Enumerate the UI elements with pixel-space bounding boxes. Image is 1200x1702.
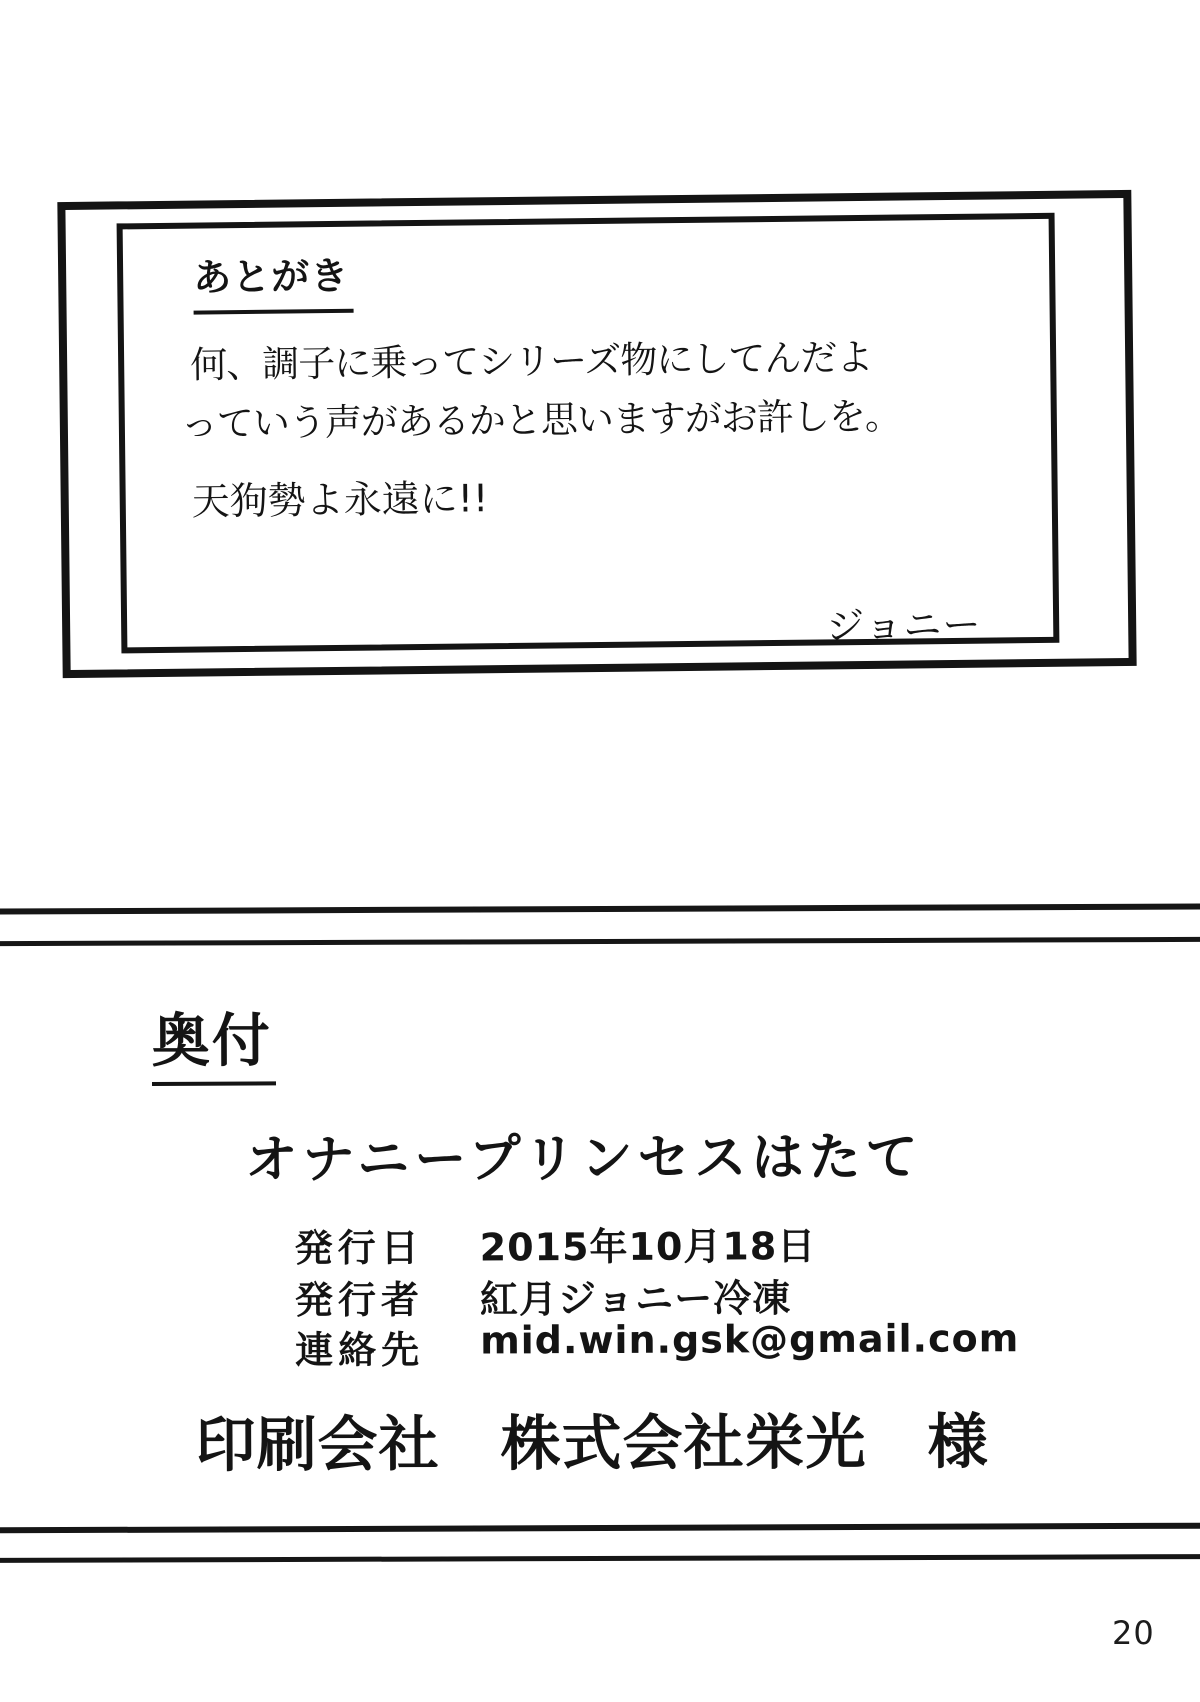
field-label-contact: 連絡先 [295, 1327, 425, 1373]
colophon-field-row [2, 1265, 1200, 1323]
afterword-closing-line: 天狗勢よ永遠に!! [191, 476, 489, 524]
printer-credit-line: 印刷会社 株式会社栄光 様 [195, 1407, 989, 1481]
afterword-body-line-1: 何、調子に乗ってシリーズ物にしてんだよ [189, 335, 873, 387]
colophon-field-row [2, 1213, 1200, 1271]
colophon-heading: 奥付 [152, 993, 276, 1086]
afterword-body-line-2: っていう声があるかと思いますがお許しを。 [180, 394, 902, 446]
afterword-heading: あとがき [193, 245, 354, 315]
field-value-publisher: 紅月ジョニー冷凍 [479, 1276, 792, 1322]
field-value-contact-email: mid.win.gsk@gmail.com [480, 1316, 1020, 1363]
afterword-signature: ジョニー [825, 602, 982, 649]
doujin-title: オナニープリンセスはたて [245, 1127, 923, 1191]
field-label-publication-date: 発行日 [294, 1225, 424, 1271]
field-label-publisher: 発行者 [294, 1277, 425, 1323]
page-number: 20 [1112, 1614, 1155, 1652]
colophon-field-row [2, 1315, 1200, 1373]
field-value-publication-date: 2015年10月18日 [479, 1224, 817, 1270]
